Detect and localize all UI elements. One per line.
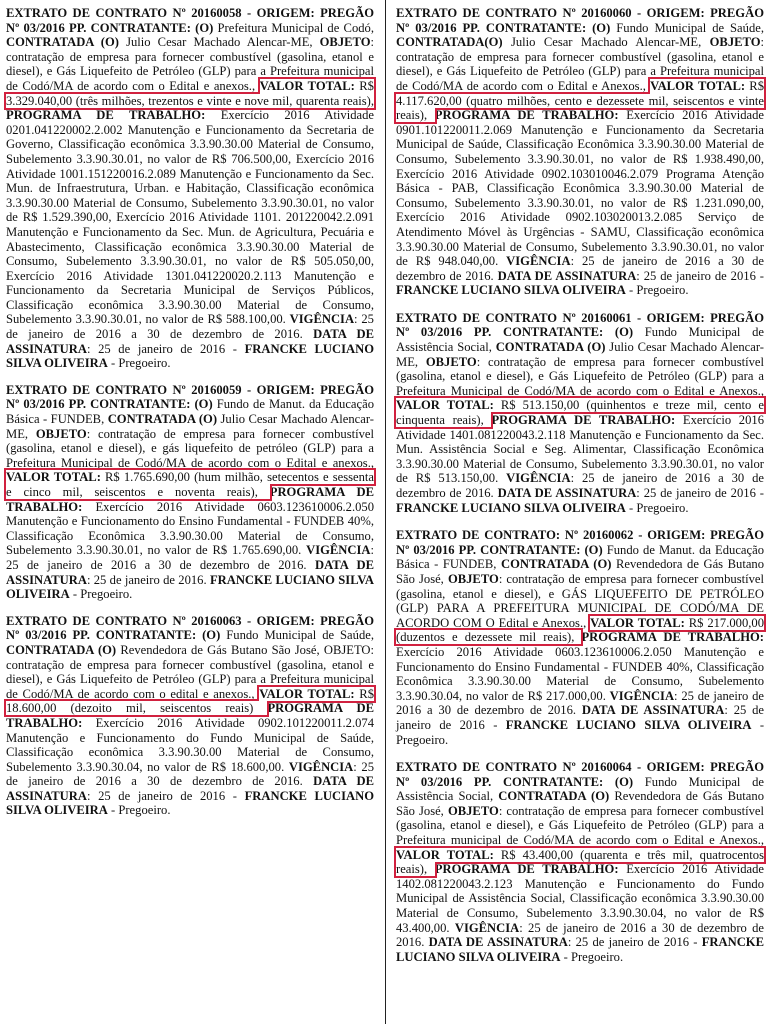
signer-name: FRANCKE LUCIANO SILVA OLIVEIRA [6,572,374,602]
extrato-heading: EXTRATO DE CONTRATO Nº 20160061 - ORIGEM: PREGÃO Nº 03/2016 PP. CONTRATANTE: (O) [396,310,764,340]
signer-name: FRANCKE LUCIANO SILVA OLIVEIRA [6,788,374,818]
signer-name: FRANCKE LUCIANO SILVA OLIVEIRA [396,935,764,964]
valor-total-highlight: VALOR TOTAL: R$ 3.329.040,00 (três milhões, trezentos e vinte e nove mil, quarenta reais), [6,78,374,108]
column-divider [385,0,386,1024]
valor-total-highlight: VALOR TOTAL: R$ 217.000,00 (duzentos e dezessete mil reais), [396,615,764,645]
signer-name: FRANCKE LUCIANO SILVA OLIVEIRA [396,500,626,515]
extrato-heading: EXTRATO DE CONTRATO Nº 20160063 - ORIGEM: PREGÃO Nº 03/2016 PP. CONTRATANTE: (O) [6,613,374,643]
signer-name: FRANCKE LUCIANO SILVA OLIVEIRA [6,341,374,371]
extrato-20160063: EXTRATO DE CONTRATO Nº 20160063 - ORIGEM: PREGÃO Nº 03/2016 PP. CONTRATANTE: (O) Fundo Municipal de Saúde, CONTRATADA (O) Revendedora de Gás Butano São José, OBJETO: contratação de empresa para fornecer combustível (gasolina, etanol e diesel), e Gás Liquefeito de Petróleo (GLP) para a Prefeitura municipal de Codó/MA de acordo com o edital e anexos., VALOR TOTAL: R$ 18.600,00 (dezoito mil, seiscentos reais) PROGRAMA DE TRABALHO: Exercício 2016 Atividade 0902.101220011.2.074 Manutenção e Funcionamento do Fundo Municipal de Saúde, Classificação econômica 3.3.90.30.00 Material de Consumo, Subelemento 3.3.90.30.04, no valor de R$ 18.600,00. VIGÊNCIA: 25 de janeiro de 2016 a 30 de dezembro de 2016. DATA DE ASSINATURA: 25 de janeiro de 2016 - FRANCKE LUCIANO SILVA OLIVEIRA - Pregoeiro. [6,613,375,818]
extrato-heading: EXTRATO DE CONTRATO Nº 20160060 - ORIGEM: PREGÃO Nº 03/2016 PP. CONTRATANTE: (O) [396,6,764,35]
valor-total-highlight: VALOR TOTAL: R$ 43.400,00 (quarenta e três mil, quatrocentos reais), [396,847,764,877]
extrato-20160061: EXTRATO DE CONTRATO Nº 20160061 - ORIGEM: PREGÃO Nº 03/2016 PP. CONTRATANTE: (O) Fundo Municipal de Assistência Social, CONTRATADA (O) Julio Cesar Machado Alencar-ME, OBJETO: contratação de empresa para fornecer combustível (gasolina, etanol e diesel), e Gás Liquefeito de Petróleo (GLP) para a Prefeitura Municipal de Codó/MA de acordo com o Edital e Anexos., VALOR TOTAL: R$ 513.150,00 (quinhentos e treze mil, cento e cinquenta reais), PROGRAMA DE TRABALHO: Exercício 2016 Atividade 1401.081220043.2.118 Manutenção e Funcionamento da Sec. Mun. Assistência Social e Seg. Alimentar, Classificação Econômica 3.3.90.30.00 Material de Consumo, Subelemento 3.3.90.30.01, no valor de R$ 513.150,00. VIGÊNCIA: 25 de janeiro de 2016 a 30 de dezembro de 2016. DATA DE ASSINATURA: 25 de janeiro de 2016 - FRANCKE LUCIANO SILVA OLIVEIRA - Pregoeiro. [396,310,764,515]
extrato-20160064: EXTRATO DE CONTRATO Nº 20160064 - ORIGEM: PREGÃO Nº 03/2016 PP. CONTRATANTE: (O) Fundo Municipal de Assistência Social, CONTRATADA (O) Revendedora de Gás Butano São José, OBJETO: contratação de empresa para fornecer combustível (gasolina, etanol e diesel), e Gás Liquefeito de Petróleo (GLP) para a Prefeitura municipal de Codó/MA de acordo com o Edital e Anexos., VALOR TOTAL: R$ 43.400,00 (quarenta e três mil, quatrocentos reais), PROGRAMA DE TRABALHO: Exercício 2016 Atividade 1402.081220043.2.123 Manutenção e Funcionamento do Fundo Municipal de Assistência Social, Classificação econômica 3.3.90.30.00 Material de Consumo, Subelemento 3.3.90.30.04, no valor de R$ 43.400,00. VIGÊNCIA: 25 de janeiro de 2016 a 30 de dezembro de 2016. DATA DE ASSINATURA: 25 de janeiro de 2016 - FRANCKE LUCIANO SILVA OLIVEIRA - Pregoeiro. [396,760,765,964]
signer-name: FRANCKE LUCIANO SILVA OLIVEIRA [396,283,626,298]
extrato-heading: EXTRATO DE CONTRATO: Nº 20160062 - ORIGEM: PREGÃO Nº 03/2016 PP. CONTRATANTE: (O) [396,528,764,557]
signer-name: FRANCKE LUCIANO SILVA OLIVEIRA [505,717,752,732]
valor-total-highlight: VALOR TOTAL: R$ 1.765.690,00 (hum milhão, setecentos e sessenta e cinco mil, seiscentos e noventa reais), [6,470,374,499]
left-column [6,6,374,830]
extrato-20160059: EXTRATO DE CONTRATO Nº 20160059 - ORIGEM: PREGÃO Nº 03/2016 PP. CONTRATANTE: (O) Fundo de Manut. da Educação Básica - FUNDEB, CONTRATADA (O) Julio Cesar Machado Alencar-ME, OBJETO: contratação de empresa para fornecer combustível (gasolina, etanol e diesel), e gás liquefeito de petróleo (GLP) para a Prefeitura Municipal de Codó/MA de acordo com o Edital e anexos., VALOR TOTAL: R$ 1.765.690,00 (hum milhão, setecentos e sessenta e cinco mil, seiscentos e noventa reais), PROGRAMA DE TRABALHO: Exercício 2016 Atividade 0603.123610006.2.050 Manutenção e Funcionamento do Ensino Fundamental - FUNDEB 40%, Classificação Econômica 3.3.90.30.00 Material de Consumo, Subelemento 3.3.90.30.01, no valor de R$ 1.765.690,00. VIGÊNCIA: 25 de janeiro de 2016 a 30 de dezembro de 2016. DATA DE ASSINATURA: 25 de janeiro de 2016. FRANCKE LUCIANO SILVA OLIVEIRA - Pregoeiro. [6,382,375,602]
extrato-heading: EXTRATO DE CONTRATO Nº 20160058 - ORIGEM: PREGÃO Nº 03/2016 PP. CONTRATANTE: (O) [6,6,374,35]
extrato-20160060: EXTRATO DE CONTRATO Nº 20160060 - ORIGEM: PREGÃO Nº 03/2016 PP. CONTRATANTE: (O) Fundo Municipal de Saúde, CONTRATADA(O) Julio Cesar Machado Alencar-ME, OBJETO: contratação de empresa para fornecer combustível (gasolina, etanol e diesel), e Gás Liquefeito de Petróleo (GLP) para a Prefeitura municipal de Codó/MA de acordo com o Edital e Anexos., VALOR TOTAL: R$ 4.117.620,00 (quatro milhões, cento e dezessete mil, seiscentos e vinte reais), PROGRAMA DE TRABALHO: Exercício 2016 Atividade 0901.101220011.2.069 Manutenção e Funcionamento da Secretaria Municipal de Saúde, Classificação Econômica 3.3.90.30.00 Material de Consumo, Subelemento 3.3.90.30.01, no valor de R$ 1.938.490,00, Exercício 2016 Atividade 0902.103010046.2.079 Programa Atenção Básica - PAB, Classificação Econômica 3.3.90.30.00 Material de Consumo, Subelemento 3.3.90.30.01, no valor de R$ 1.231.090,00, Exercício 2016 Atividade 0902.103020013.2.085 Serviço de Atendimento Móvel às Urgências - SAMU, Classificação econômica 3.3.90.30.00 Material de Consumo, Subelemento 3.3.90.30.01, no valor de R$ 948.040,00. VIGÊNCIA: 25 de janeiro de 2016 a 30 de dezembro de 2016. DATA DE ASSINATURA: 25 de janeiro de 2016 - FRANCKE LUCIANO SILVA OLIVEIRA - Pregoeiro. [396,6,764,298]
extrato-20160062: EXTRATO DE CONTRATO: Nº 20160062 - ORIGEM: PREGÃO Nº 03/2016 PP. CONTRATANTE: (O) Fundo de Manut. da Educação Básica - FUNDEB, CONTRATADA (O) Revendedora de Gás Butano São José, OBJETO: contratação de empresa para fornecer combustível (gasolina, etanol e diesel), e GÁS LIQUEFEITO DE PETRÓLEO (GLP) PARA A PREFEITURA MUNICIPAL DE CODÓ/MA DE ACORDO COM O Edital e Anexos., VALOR TOTAL: R$ 217.000,00 (duzentos e dezessete mil reais), PROGRAMA DE TRABALHO: Exercício 2016 Atividade 0603.123610006.2.050 Manutenção e Funcionamento do Ensino Fundamental - FUNDEB 40%, Classificação Econômica 3.3.90.30.00 Material de Consumo, Subelemento 3.3.90.30.04, no valor de R$ 217.000,00. VIGÊNCIA: 25 de janeiro de 2016 a 30 de dezembro de 2016. DATA DE ASSINATURA: 25 de janeiro de 2016 - FRANCKE LUCIANO SILVA OLIVEIRA - Pregoeiro. [396,528,765,747]
right-column [396,6,764,977]
extrato-20160058: EXTRATO DE CONTRATO Nº 20160058 - ORIGEM: PREGÃO Nº 03/2016 PP. CONTRATANTE: (O) Prefeitura Municipal de Codó, CONTRATADA (O) Julio Cesar Machado Alencar-ME, OBJETO: contratação de empresa para fornecer combustível (gasolina, etanol e diesel), e Gás Liquefeito de Petróleo (GLP) para a Prefeitura municipal de Codó/MA de acordo com o Edital e anexos., VALOR TOTAL: R$ 3.329.040,00 (três milhões, trezentos e vinte e nove mil, quarenta reais), PROGRAMA DE TRABALHO: Exercício 2016 Atividade 0201.041220002.2.002 Manutenção e Funcionamento da Secretaria de Governo, Classificação econômica 3.3.90.30.00 Material de Consumo, Subelemento 3.3.90.30.01, no valor de R$ 706.500,00, Exercício 2016 Atividade 1001.151220016.2.089 Manutenção e Funcionamento da Sec. Mun. de Infraestrutura, Urban. e Habitação, Classificação econômica 3.3.90.30.00 Material de Consumo, Subelemento 3.3.90.30.01, no valor de R$ 1.529.390,00, Exercício 2016 Atividade 1101. 201220042.2.091 Manutenção e Funcionamento da Sec. Mun. de Agricultura, Pecuária e Abastecimento, Classificação econômica 3.3.90.30.00 Material de Consumo, Subelemento 3.3.90.30.01, no valor de R$ 505.050,00, Exercício 2016 Atividade 1301.041220020.2.113 Manutenção e Funcionamento da Secretaria Municipal de Serviços Públicos, Classificação econômica 3.3.90.30.00 Material de Consumo, Subelemento 3.3.90.30.01, no valor de R$ 588.100,00. VIGÊNCIA: 25 de janeiro de 2016 a 30 de dezembro de 2016. DATA DE ASSINATURA: 25 de janeiro de 2016 - FRANCKE LUCIANO SILVA OLIVEIRA - Pregoeiro. [6,6,375,371]
valor-total-highlight: VALOR TOTAL: R$ 18.600,00 (dezoito mil, seiscentos reais) [6,686,374,716]
valor-total-highlight: VALOR TOTAL: R$ 4.117.620,00 (quatro milhões, cento e dezessete mil, seiscentos e vinte reais), [396,78,764,123]
extrato-heading: EXTRATO DE CONTRATO Nº 20160059 - ORIGEM: PREGÃO Nº 03/2016 PP. CONTRATANTE: (O) [6,382,374,412]
extrato-heading: EXTRATO DE CONTRATO Nº 20160064 - ORIGEM: PREGÃO Nº 03/2016 PP. CONTRATANTE: (O) [396,760,764,789]
valor-total-highlight: VALOR TOTAL: R$ 513.150,00 (quinhentos e treze mil, cento e cinquenta reais), [396,398,764,428]
